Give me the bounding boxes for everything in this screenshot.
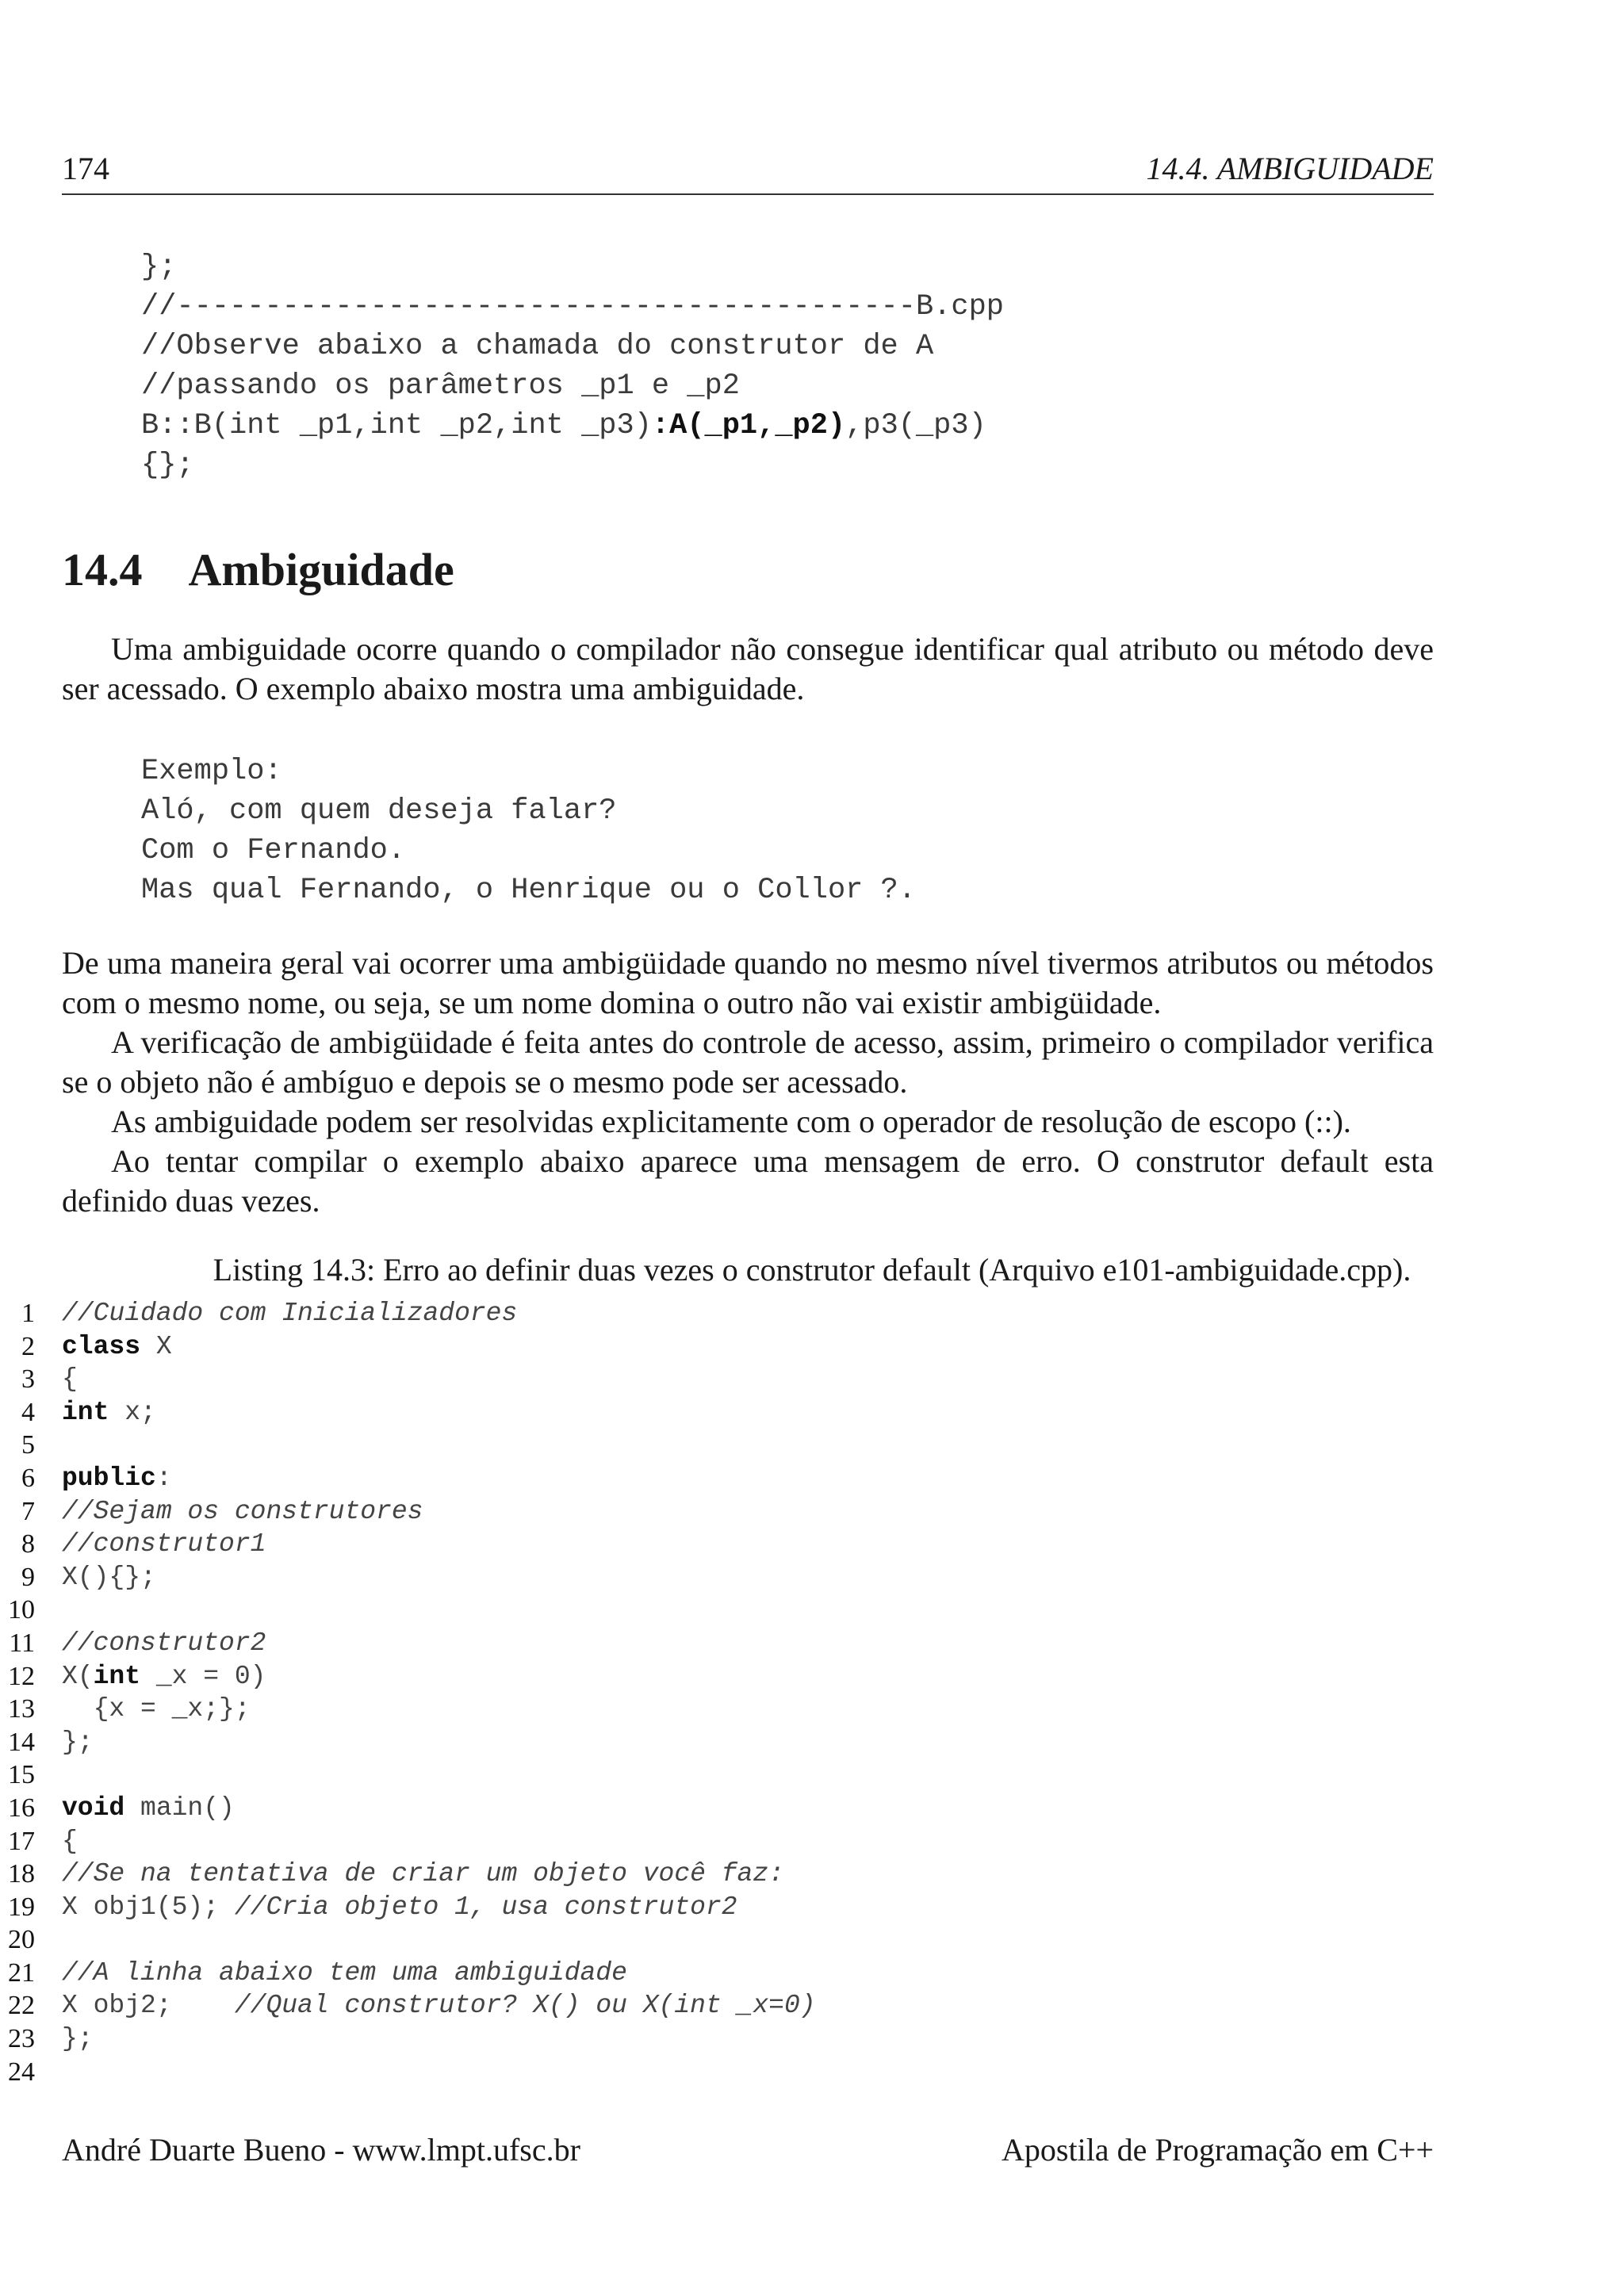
footer-title: Apostila de Programação em C++ (1002, 2132, 1434, 2168)
listing-line (0, 1396, 1624, 1429)
listing-line (0, 1792, 1624, 1825)
code-comment: //Se na tentativa de criar um objeto você faz: (62, 1859, 784, 1889)
line-code (62, 2022, 94, 2056)
line-code (62, 1462, 172, 1495)
listing-line (0, 1528, 1624, 1561)
running-head: 14.4. AMBIGUIDADE (1146, 151, 1434, 186)
code-text: main() (124, 1793, 235, 1823)
code-keyword: public (62, 1463, 156, 1493)
listing-line (0, 1923, 1624, 1957)
line-number: 2 (21, 1331, 35, 1361)
paragraph-ambiguity-general: De uma maneira geral vai ocorrer uma ambigüidade quando no mesmo nível tivermos atributos ou métodos com o mesmo nome, ou seja, se um nome domina o outro não vai existir ambigüidade. (62, 945, 1434, 1020)
code-line (141, 406, 1004, 446)
example-line: Com o Fernando. (141, 834, 406, 867)
listing-line (0, 1660, 1624, 1693)
section-heading: Ambiguidade (188, 544, 454, 595)
code-comment: //A linha abaixo tem uma ambiguidade (62, 1957, 627, 1988)
code-text: x; (109, 1397, 156, 1427)
code-line: //passando os parâmetros _p1 e _p2 (141, 369, 740, 403)
code-text: X obj2; (62, 1991, 235, 2021)
example-line: Aló, com quem deseja falar? (141, 794, 617, 828)
listing-line (0, 1495, 1624, 1529)
line-code (62, 1528, 266, 1561)
code-text: {x = _x;}; (62, 1694, 251, 1724)
line-code (62, 1825, 78, 1858)
code-line: }; (141, 251, 177, 284)
listing-line (0, 1758, 1624, 1792)
line-code (62, 1891, 737, 1924)
code-comment: //Sejam os construtores (62, 1496, 423, 1526)
line-code (62, 1792, 235, 1825)
line-number: 24 (8, 2057, 35, 2087)
code-text: { (62, 1364, 78, 1395)
line-number: 3 (21, 1364, 35, 1395)
code-segment-bold: :A(_p1,_p2) (651, 409, 846, 442)
listing-line (0, 1957, 1624, 1990)
listing-line (0, 1363, 1624, 1396)
footer-author: André Duarte Bueno - www.lmpt.ufsc.br (62, 2132, 580, 2168)
paragraph-scope-resolution: As ambiguidade podem ser resolvidas explicitamente com o operador de resolução de escopo (::). (111, 1104, 1351, 1139)
code-text: X obj1(5); (62, 1892, 235, 1922)
listing-line (0, 1429, 1624, 1462)
listing-line (0, 2056, 1624, 2089)
line-number: 11 (9, 1628, 35, 1658)
line-number: 1 (21, 1299, 35, 1328)
code-segment: B::B(int _p1,int _p2,int _p3) (141, 409, 652, 442)
code-line: //Observe abaixo a chamada do construtor de A (141, 330, 934, 363)
code-line: //------------------------------------------B.cpp (141, 290, 1004, 323)
code-text: }; (62, 2024, 94, 2054)
line-number: 7 (21, 1496, 35, 1526)
line-number: 5 (21, 1430, 35, 1460)
code-text: X(){}; (62, 1562, 156, 1592)
listing-line (0, 1594, 1624, 1627)
code-comment: //Cria objeto 1, usa construtor2 (234, 1892, 737, 1922)
page-header (62, 151, 1434, 195)
line-code (62, 1363, 78, 1396)
line-number: 13 (8, 1694, 35, 1724)
line-number: 15 (8, 1760, 35, 1790)
code-text: X (140, 1331, 172, 1361)
section-number: 14.4 (62, 544, 143, 595)
example-block (141, 752, 916, 910)
code-keyword: void (62, 1793, 125, 1823)
line-code (62, 1726, 94, 1759)
listing-line (0, 1825, 1624, 1858)
code-keyword: int (93, 1661, 141, 1691)
listing-line (0, 1989, 1624, 2022)
line-number: 4 (21, 1397, 35, 1427)
line-number: 9 (21, 1562, 35, 1592)
line-code (62, 1330, 172, 1364)
line-code (62, 1561, 156, 1594)
code-text: _x = 0) (140, 1661, 266, 1691)
listing-line (0, 1561, 1624, 1594)
code-text: }; (62, 1727, 94, 1757)
section-title (62, 543, 454, 596)
code-line: {}; (141, 449, 194, 482)
line-number: 21 (8, 1957, 35, 1988)
line-code (62, 1693, 251, 1726)
code-listing (0, 1297, 1624, 2088)
line-number: 20 (8, 1925, 35, 1955)
page-footer (62, 2131, 1434, 2168)
line-code (62, 1297, 517, 1330)
code-keyword: class (62, 1331, 141, 1361)
line-number: 14 (8, 1727, 35, 1757)
listing-line (0, 1297, 1624, 1330)
line-number: 12 (8, 1661, 35, 1691)
code-comment: //Qual construtor? X() ou X(int _x=0) (234, 1991, 816, 2021)
line-code (62, 1627, 266, 1660)
listing-caption: Listing 14.3: Erro ao definir duas vezes o construtor default (Arquivo e101-ambiguidade.cpp). (213, 1252, 1411, 1288)
code-text: { (62, 1826, 78, 1856)
line-number: 17 (8, 1826, 35, 1856)
listing-line (0, 2022, 1624, 2056)
page-number: 174 (62, 151, 109, 186)
listing-line (0, 1462, 1624, 1495)
code-text: X( (62, 1661, 94, 1691)
line-code (62, 1495, 423, 1529)
line-code (62, 1396, 156, 1429)
line-code (62, 1989, 816, 2022)
line-number: 8 (21, 1529, 35, 1559)
listing-line (0, 1726, 1624, 1759)
code-text: : (155, 1463, 172, 1493)
paragraph-verification: A verificação de ambigüidade é feita antes do controle de acesso, assim, primeiro o compilador verifica se o objeto não é ambíguo e depois se o mesmo pode ser acessado. (62, 1024, 1434, 1100)
line-number: 6 (21, 1463, 35, 1493)
line-number: 19 (8, 1892, 35, 1922)
paragraph-intro: Uma ambiguidade ocorre quando o compilador não consegue identificar qual atributo ou método deve ser acessado. O exemplo abaixo mostra uma ambiguidade. (62, 631, 1434, 706)
code-snippet-top (141, 247, 1004, 485)
listing-line (0, 1891, 1624, 1924)
code-segment: ,p3(_p3) (845, 409, 986, 442)
paragraph-compile-error: Ao tentar compilar o exemplo abaixo aparece uma mensagem de erro. O construtor default esta definido duas vezes. (62, 1143, 1434, 1219)
line-number: 22 (8, 1991, 35, 2021)
listing-line (0, 1330, 1624, 1364)
line-code (62, 1858, 784, 1891)
line-code (62, 1957, 627, 1990)
code-comment: //construtor2 (62, 1628, 266, 1658)
listing-line (0, 1693, 1624, 1726)
line-number: 23 (8, 2024, 35, 2054)
line-number: 10 (8, 1595, 35, 1625)
code-comment: //Cuidado com Inicializadores (62, 1299, 518, 1328)
example-line: Mas qual Fernando, o Henrique ou o Collor ?. (141, 874, 916, 907)
line-number: 16 (8, 1793, 35, 1823)
listing-line (0, 1858, 1624, 1891)
line-code (62, 1660, 266, 1693)
listing-line (0, 1627, 1624, 1660)
line-number: 18 (8, 1859, 35, 1889)
code-keyword: int (62, 1397, 109, 1427)
example-line: Exemplo: (141, 755, 282, 788)
code-comment: //construtor1 (62, 1529, 266, 1559)
